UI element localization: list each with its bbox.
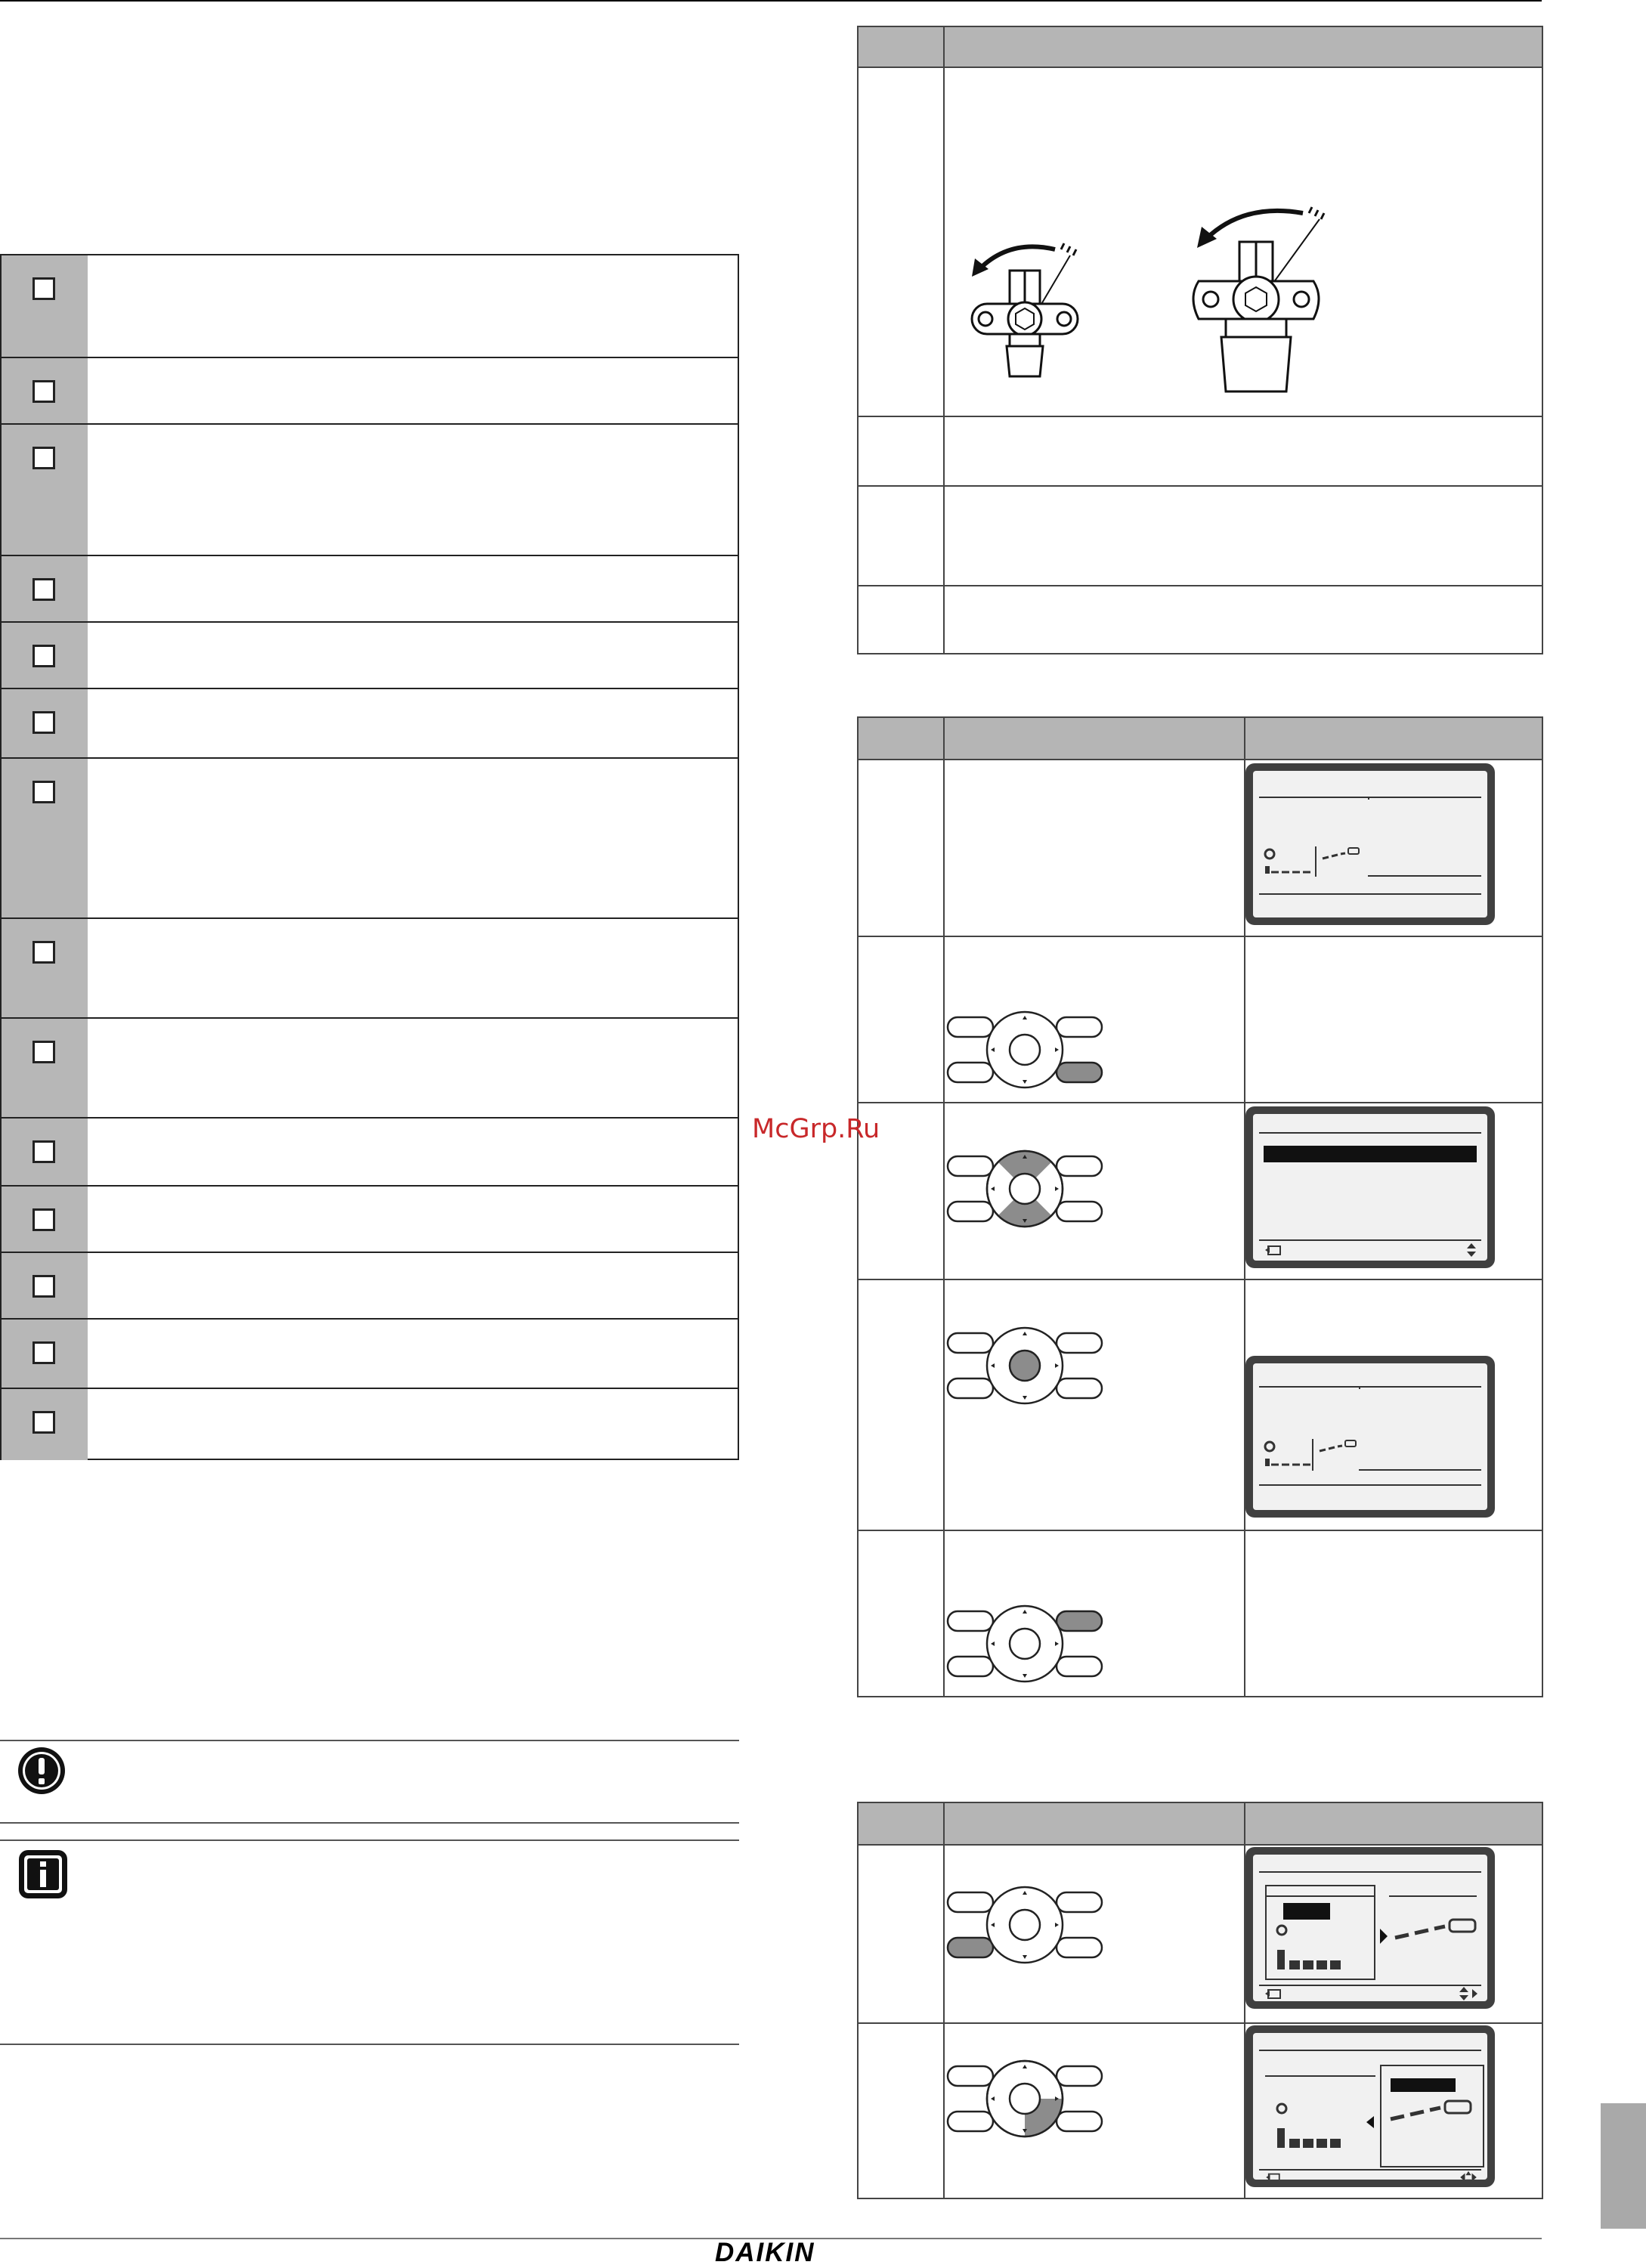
fan-icon xyxy=(1267,2078,1487,2161)
page-top-rule xyxy=(0,0,1542,2)
notice-divider xyxy=(0,1740,739,1741)
lcd-screen-icon xyxy=(1245,2025,1495,2187)
up-down-right-arrow-icon xyxy=(1459,1986,1478,2001)
checklist-row xyxy=(2,1388,738,1460)
checklist-row xyxy=(2,917,738,1017)
lcd-screen-icon xyxy=(1245,763,1495,925)
checkbox[interactable] xyxy=(32,578,55,601)
checkbox[interactable] xyxy=(32,447,55,469)
checklist-row xyxy=(2,621,738,688)
info-icon xyxy=(18,1849,68,1899)
left-right-arrow-icon xyxy=(1459,2171,1478,2180)
checkbox[interactable] xyxy=(32,941,55,964)
remote-keypad-icon xyxy=(946,1883,1105,1968)
installation-checklist xyxy=(0,254,739,1460)
checkbox[interactable] xyxy=(32,1275,55,1298)
checklist-row xyxy=(2,423,738,555)
daikin-logo: DAIKIN xyxy=(715,2238,815,2268)
stop-valve-icon xyxy=(1176,163,1342,413)
up-down-arrow-icon xyxy=(1466,1242,1477,1258)
menu-highlight-bar xyxy=(1264,1146,1477,1162)
fan-icon xyxy=(1262,846,1368,884)
remote-keypad-icon xyxy=(946,2057,1105,2142)
notice-divider xyxy=(0,1822,739,1824)
lcd-screen-icon xyxy=(1245,1356,1495,1518)
checkbox[interactable] xyxy=(32,1208,55,1231)
checkbox[interactable] xyxy=(32,1041,55,1063)
return-icon xyxy=(1264,1988,1282,2000)
checklist-row xyxy=(2,1117,738,1185)
remote-keypad-icon xyxy=(946,1602,1105,1687)
checklist-row xyxy=(2,255,738,357)
checkbox[interactable] xyxy=(32,380,55,403)
exclamation-circle-icon xyxy=(17,1746,67,1796)
checkbox[interactable] xyxy=(32,1411,55,1434)
fan-icon xyxy=(1267,1900,1487,1983)
fan-icon xyxy=(1262,1439,1368,1477)
checkbox[interactable] xyxy=(32,1341,55,1364)
lcd-screen-icon xyxy=(1245,1106,1495,1268)
return-icon xyxy=(1264,2172,1282,2180)
remote-keypad-icon xyxy=(946,1010,1105,1093)
checklist-row xyxy=(2,357,738,423)
remote-keypad-icon xyxy=(946,1324,1105,1409)
checkbox[interactable] xyxy=(32,781,55,803)
notice-divider xyxy=(0,2044,739,2045)
lcd-screen-icon xyxy=(1245,1847,1495,2009)
checklist-row xyxy=(2,1318,738,1388)
checklist-row xyxy=(2,555,738,621)
checklist-row xyxy=(2,688,738,757)
return-icon xyxy=(1264,1244,1282,1256)
checklist-row xyxy=(2,1017,738,1117)
checkbox[interactable] xyxy=(32,711,55,734)
notice-divider xyxy=(0,1839,739,1841)
checkbox[interactable] xyxy=(32,277,55,300)
checklist-row xyxy=(2,1252,738,1318)
checklist-row xyxy=(2,757,738,917)
watermark: McGrp.Ru xyxy=(752,1114,880,1144)
checkbox[interactable] xyxy=(32,1140,55,1163)
remote-keypad-icon xyxy=(946,1147,1105,1232)
checklist-row xyxy=(2,1185,738,1252)
valve-table xyxy=(857,26,1543,654)
checkbox[interactable] xyxy=(32,645,55,667)
chapter-side-tab xyxy=(1601,2103,1646,2229)
stop-valve-icon xyxy=(949,216,1100,390)
